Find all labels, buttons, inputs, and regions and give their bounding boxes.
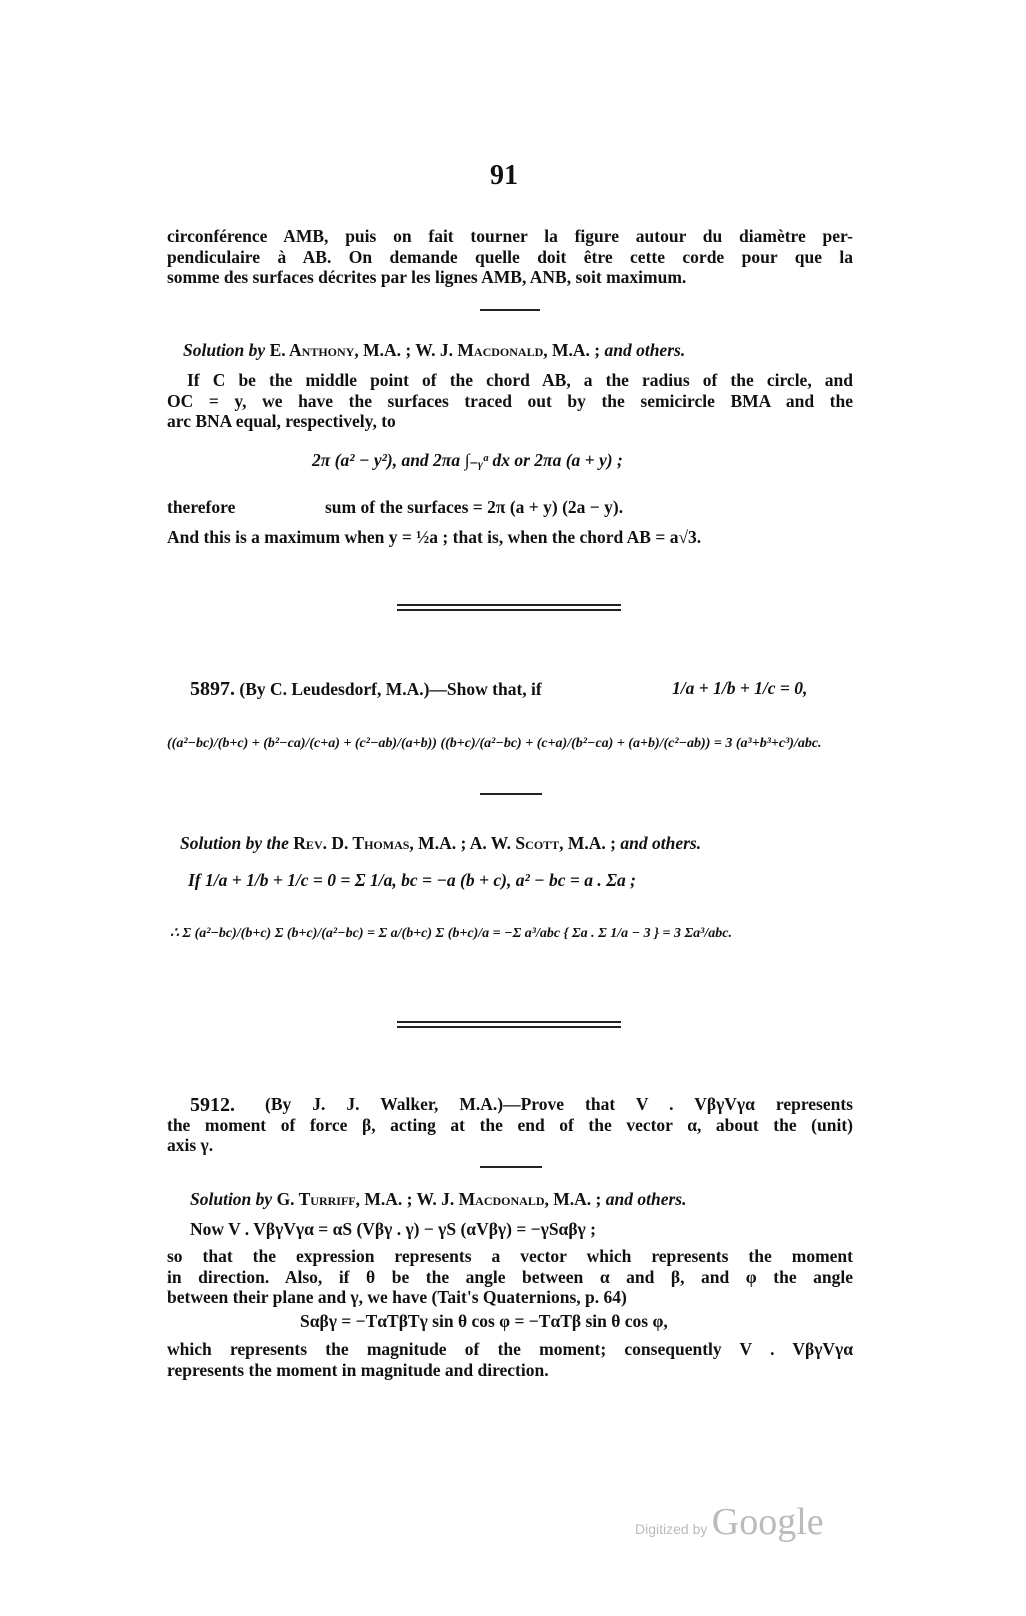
question-5897-condition: 1/a + 1/b + 1/c = 0,: [672, 678, 808, 698]
google-watermark: Digitized by Google: [635, 1501, 824, 1543]
solution-3-text: so that the expression represents a vector which represents the moment in direction. Also, if θ be the angle between α and β, and φ the angle between their plane and γ, we have (Tait's Quaternions, p. 64): [167, 1246, 853, 1307]
solution-2-line-1: If 1/a + 1/b + 1/c = 0 = Σ 1/a, bc = −a (b + c), a² − bc = a . Σa ;: [188, 870, 636, 890]
solution-3-end: which represents the magnitude of the moment; consequently V . VβγVγα represents the moment in magnitude and direction.: [167, 1339, 853, 1380]
solution-3-equation: Sαβγ = −TαTβTγ sin θ cos φ = −TαTβ sin θ cos φ,: [300, 1311, 668, 1331]
divider: [480, 793, 542, 795]
conclusion-line: And this is a maximum when y = ½a ; that is, when the chord AB = a√3.: [167, 527, 702, 547]
solution-heading-3: Solution by G. Turriff, M.A. ; W. J. Macdonald, M.A. ; and others.: [190, 1189, 687, 1209]
question-5897: 5897. (By C. Leudesdorf, M.A.)—Show that, if: [190, 678, 542, 700]
therefore-label: therefore: [167, 497, 236, 517]
equation-sum: sum of the surfaces = 2π (a + y) (2a − y).: [325, 497, 624, 517]
solution-heading-1: Solution by E. Anthony, M.A. ; W. J. Macdonald, M.A. ; and others.: [183, 340, 686, 360]
solution-heading-2: Solution by the Rev. D. Thomas, M.A. ; A. W. Scott, M.A. ; and others.: [180, 833, 702, 853]
solution-2-line-2: ∴ Σ (a²−bc)/(b+c) Σ (b+c)/(a²−bc) = Σ a/(b+c) Σ (b+c)/a = −Σ a³/abc { Σa . Σ 1/a − 3 } = 3 Σa³/abc.: [170, 926, 732, 941]
divider: [480, 309, 540, 311]
page-number: 91: [490, 160, 518, 191]
question-5897-equation: ((a²−bc)/(b+c) + (b²−ca)/(c+a) + (c²−ab)/(a+b)) ((b+c)/(a²−bc) + (c+a)/(b²−ca) + (a+b)/(c²−ab)) = 3 (a³+b³+c³)/abc.: [167, 736, 822, 751]
divider: [480, 1166, 542, 1168]
double-rule-top: [397, 1021, 621, 1023]
intro-paragraph: circonférence AMB, puis on fait tourner la figure autour du diamètre per- pendiculaire à AB. On demande quelle doit être cette corde pour que la somme des surfaces décrites par les lignes AMB, ANB, soit maximum.: [167, 226, 853, 287]
double-rule-top: [397, 604, 621, 606]
double-rule-bottom: [397, 609, 621, 611]
question-5912-number: 5912.: [190, 1094, 235, 1116]
solution-3-now: Now V . VβγVγα = αS (Vβγ . γ) − γS (αVβγ) = −γSαβγ ;: [190, 1219, 596, 1239]
solution-1-text: If C be the middle point of the chord AB, a the radius of the circle, and OC = y, we have the surfaces traced out by the semicircle BMA and the arc BNA equal, respectively, to: [167, 370, 853, 431]
double-rule-bottom: [397, 1026, 621, 1028]
equation-surfaces: 2π (a² − y²), and 2πa ∫₋ᵧᵃ dx or 2πa (a + y) ;: [312, 450, 623, 470]
question-5912-text: (By J. J. Walker, M.A.)—Prove that V . VβγVγα represents the moment of force β, acting at the end of the vector α, about the (unit) axis γ.: [167, 1094, 853, 1155]
